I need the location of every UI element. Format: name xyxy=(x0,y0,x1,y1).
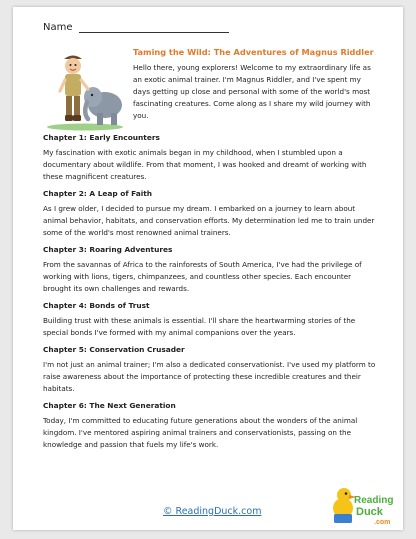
chapter-6-body: Today, I'm committed to educating future generations about the wonders of the animal kingdom. I've mentored aspiring animal trainers and conservationists, passing on the knowledge and passion that fuels my life's work. xyxy=(43,416,358,449)
chapter-5-body: I'm not just an animal trainer; I'm also a dedicated conservationist. I've used my platform to raise awareness about the importance of protecting these incredible creatures and their habitats. xyxy=(43,360,376,393)
chapter-4-body: Building trust with these animals is essential. I'll share the heartwarming stories of the special bonds I've formed with my animal companions over the years. xyxy=(43,316,356,337)
name-line xyxy=(79,22,229,33)
chapter-1-body: My fascination with exotic animals began in my childhood, when I stumbled upon a documentary about wildlife. From that moment, I was hooked and dreamt of working with these magnificent creatures. xyxy=(43,148,367,181)
name-label: Name xyxy=(43,22,73,33)
trainer-with-elephant-illustration xyxy=(43,47,127,131)
chapter-2-body: As I grew older, I decided to pursue my dream. I embarked on a journey to learn about animal behavior, habitats, and conservation efforts. My determination led me to train under some of the world's most renowned animal trainers. xyxy=(43,204,375,237)
logo-text-duck: Duck xyxy=(356,506,383,518)
chapter-4-title: Chapter 4: Bonds of Trust xyxy=(43,301,150,310)
chapter-6-title: Chapter 6: The Next Generation xyxy=(43,401,176,410)
logo-text-reading: Reading xyxy=(354,495,393,506)
story-intro: Hello there, young explorers! Welcome to my extraordinary life as an exotic animal trainer. I'm Magnus Riddler, and I've spent my days getting up close and personal with some of the world's most fascinating creatures. Come along as I share my wild journey with you. xyxy=(133,63,371,120)
chapter-3-body: From the savannas of Africa to the rainforests of South America, I've had the privilege of working with lions, tigers, chimpanzees, and countless other species. Each encounter brought its own challenges and rewards. xyxy=(43,260,362,293)
chapter-2-title: Chapter 2: A Leap of Faith xyxy=(43,189,153,198)
readingduck-link[interactable]: © ReadingDuck.com xyxy=(163,506,262,517)
chapter-1-title: Chapter 1: Early Encounters xyxy=(43,133,160,142)
chapter-5-title: Chapter 5: Conservation Crusader xyxy=(43,345,185,354)
chapter-3-title: Chapter 3: Roaring Adventures xyxy=(43,245,173,254)
worksheet-page xyxy=(13,7,403,530)
readingduck-logo[interactable] xyxy=(331,484,393,528)
chapters-section xyxy=(43,133,379,457)
name-row xyxy=(43,22,229,33)
story-title: Taming the Wild: The Adventures of Magnus Riddler xyxy=(133,47,374,57)
logo-text-com: .com xyxy=(374,519,391,526)
